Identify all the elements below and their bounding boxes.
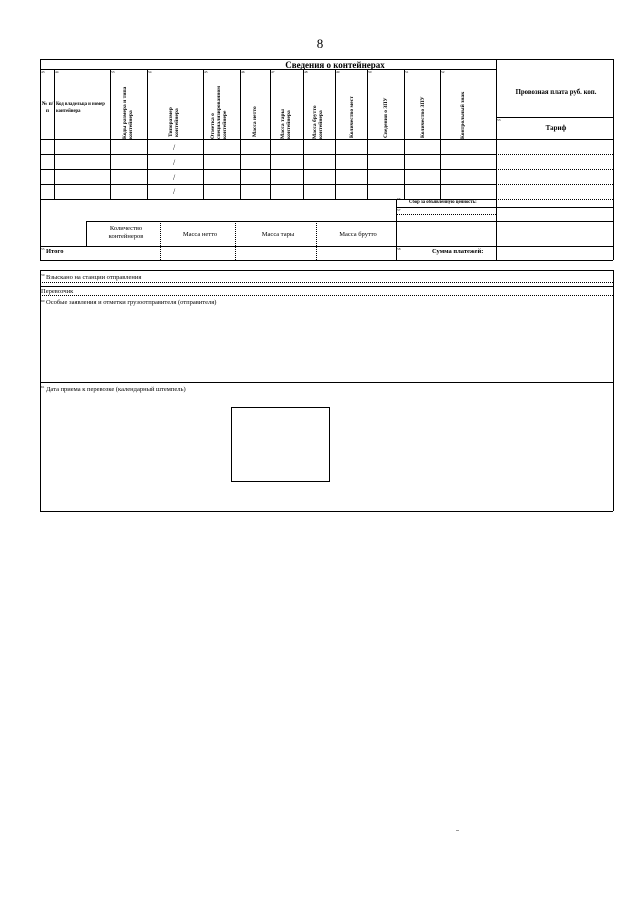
col-num-46: 46 [241, 70, 245, 74]
summary-gross: Масса брутто [339, 231, 377, 238]
col-header-zpu-count: Количество ЗПУ [420, 96, 426, 138]
col-num-49: 49 [336, 70, 340, 74]
col-num-44: 44 [55, 70, 59, 74]
special-statements-label: Особые заявления и отметки грузоотправителя (отправителя) [46, 299, 217, 306]
col-header-gross: Масса брутто контейнера [312, 105, 324, 139]
tariff-header: Тариф [545, 124, 567, 132]
row-1-slash: / [173, 143, 176, 152]
col-num-48: 48 [304, 70, 308, 74]
summary-tare: Масса тары [261, 231, 295, 238]
calendar-stamp-box [231, 407, 330, 482]
row-3-slash: / [173, 173, 176, 182]
page-number: 8 [316, 36, 324, 51]
col-header-tare: Масса тары контейнера [280, 109, 292, 139]
col-header-type-codes: Коды размера и типа контейнера [122, 86, 134, 139]
col-header-num: № п/п [41, 101, 54, 114]
col-num-51: 51 [405, 70, 409, 74]
col-header-special: Отметка о специализированном контейнере [210, 86, 228, 139]
col-num-47: 47 [271, 70, 275, 74]
collected-at-departure-label: Взыскано на станции отправления [46, 274, 142, 281]
row-2-slash: / [173, 158, 176, 167]
container-section-title: Сведения о контейнерах [285, 60, 385, 70]
summary-net: Масса нетто [182, 231, 218, 238]
col-header-net: Масса нетто [252, 106, 258, 137]
col-header-places: Количество мест [349, 96, 355, 138]
acceptance-date-label: Дата приема к перевозке (календарный штемпель) [46, 386, 186, 393]
freight-charge-header: Провозная плата руб. коп. [515, 89, 597, 96]
col-header-control-sign: Контрольный знак [460, 91, 466, 139]
total-label: Итого [46, 248, 64, 255]
summary-container-count: Количество контейнеров [108, 225, 144, 240]
col-num-53b: 53 [497, 118, 501, 122]
col-header-owner: Код владельца и номер контейнера [56, 102, 105, 114]
col-num-53: 53 [111, 70, 115, 74]
row-4-slash: / [173, 187, 176, 196]
col-num-50: 50 [368, 70, 372, 74]
lower-form-section: 59 Взыскано на станции отправления Перевозчик 60 Особые заявления и отметки грузоотправителя (отправителя) 61 Дата приема к перевозке (календарный штемпель) [40, 270, 613, 511]
col-num-54: 54 [148, 70, 152, 74]
col-header-tare-size: Типоразмер контейнера [168, 107, 180, 137]
col-num-45: 45 [204, 70, 208, 74]
col-header-zpu-info: Сведения о ЗПУ [383, 97, 389, 138]
container-info-table: Сведения о контейнерах 43 44 53 54 45 46 47 48 49 50 51 52 53 № п/п Код владельца и номер контейнера Коды размера и типа контейнера Типоразмер контейнера Отметка о специализированном контейнере Масса нетто Масса тары контейнера Масса брутто контейнера Количество мест Сведения о ЗПУ Количество ЗПУ Контрольный знак Провозная плата руб. коп. Тариф / / / / 56 Сбор за объявленную ценность: 57 Количество контейнеров Масса нетто Масса тары Масса брутто 55 Итого 58 Сумма платежей: [40, 59, 613, 260]
total-payments-label: Сумма платежей: [432, 248, 484, 255]
declared-value-fee-label: Сбор за объявленную ценность: [409, 200, 477, 205]
carrier-label: Перевозчик [41, 288, 74, 295]
col-num-43: 43 [41, 70, 45, 74]
col-num-52: 52 [441, 70, 445, 74]
